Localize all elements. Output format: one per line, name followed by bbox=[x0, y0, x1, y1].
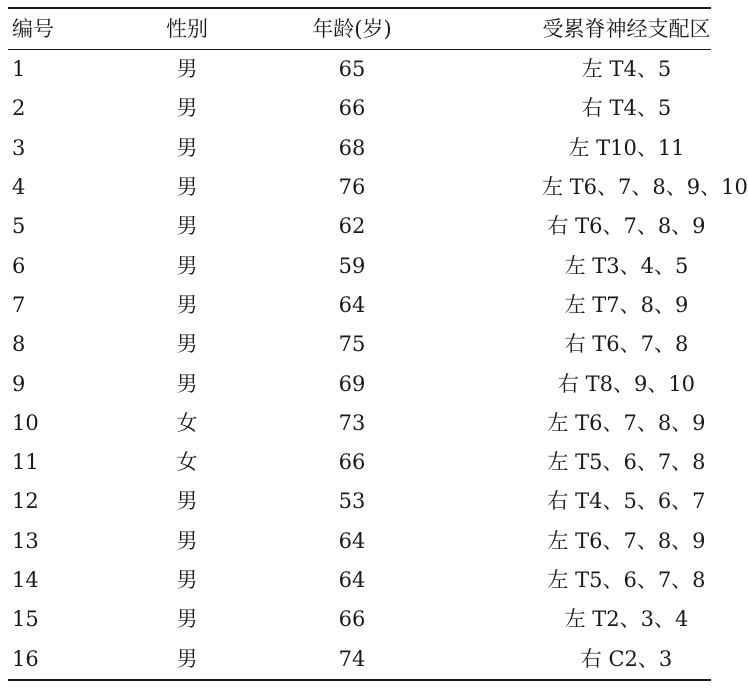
cell-id: 11 bbox=[12, 450, 39, 475]
cell-age: 62 bbox=[338, 214, 366, 239]
cell-dermatome: 左 T10、11 bbox=[568, 135, 685, 160]
cell-dermatome: 左 T5、6、7、8 bbox=[547, 568, 706, 592]
cell-dermatome: 左 T5、6、7、8 bbox=[547, 450, 706, 475]
table-row bbox=[8, 561, 711, 600]
header-row bbox=[8, 9, 711, 49]
table-row bbox=[8, 207, 711, 246]
cell-dermatome: 左 T6、7、8、9 bbox=[547, 410, 706, 435]
table-row bbox=[8, 404, 711, 443]
cell-sex: 男 bbox=[176, 489, 198, 514]
cell-id: 15 bbox=[12, 607, 39, 632]
header-dermatome: 受累脊神经支配区 bbox=[542, 16, 711, 41]
cell-age: 66 bbox=[338, 607, 366, 632]
cell-dermatome: 左 T6、7、8、9、10 bbox=[542, 175, 748, 200]
cell-age: 65 bbox=[338, 57, 366, 82]
cell-age: 64 bbox=[338, 292, 366, 317]
cell-sex: 男 bbox=[176, 175, 198, 200]
cell-sex: 男 bbox=[176, 214, 198, 239]
cell-dermatome: 左 T2、3、4 bbox=[564, 607, 689, 632]
table-row bbox=[8, 129, 711, 168]
cell-sex: 男 bbox=[176, 57, 198, 82]
cell-age: 59 bbox=[338, 253, 366, 278]
patient-table bbox=[8, 9, 711, 49]
cell-id: 12 bbox=[12, 489, 39, 514]
header-sex: 性别 bbox=[166, 16, 208, 41]
cell-dermatome: 右 T4、5 bbox=[581, 96, 672, 121]
cell-sex: 男 bbox=[176, 371, 198, 396]
patient-table-body bbox=[8, 50, 748, 679]
cell-id: 2 bbox=[12, 96, 26, 121]
table-row bbox=[8, 168, 711, 207]
cell-age: 64 bbox=[338, 568, 366, 592]
cell-sex: 男 bbox=[176, 607, 198, 632]
cell-id: 8 bbox=[12, 332, 26, 357]
table-row bbox=[8, 89, 711, 128]
cell-age: 69 bbox=[338, 371, 366, 396]
cell-age: 66 bbox=[338, 96, 366, 121]
cell-age: 75 bbox=[338, 332, 366, 357]
cell-age: 68 bbox=[338, 135, 366, 160]
table-row bbox=[8, 364, 711, 403]
table-row bbox=[8, 246, 711, 285]
cell-sex: 男 bbox=[176, 528, 198, 553]
cell-age: 76 bbox=[338, 175, 366, 200]
cell-id: 3 bbox=[12, 135, 26, 160]
cell-dermatome: 左 T4、5 bbox=[581, 57, 672, 82]
cell-sex: 男 bbox=[176, 292, 198, 317]
cell-dermatome: 右 T6、7、8 bbox=[564, 332, 689, 357]
cell-age: 66 bbox=[338, 450, 366, 475]
table-row bbox=[8, 600, 711, 639]
table-row bbox=[8, 50, 711, 89]
cell-sex: 女 bbox=[176, 450, 198, 475]
cell-dermatome: 右 C2、3 bbox=[580, 646, 673, 671]
cell-sex: 男 bbox=[176, 332, 198, 357]
cell-id: 13 bbox=[12, 528, 39, 553]
patient-table-container bbox=[8, 7, 748, 681]
cell-sex: 男 bbox=[176, 568, 198, 592]
cell-id: 9 bbox=[12, 371, 26, 396]
cell-id: 14 bbox=[12, 568, 39, 592]
cell-id: 10 bbox=[12, 410, 39, 435]
table-body bbox=[8, 50, 748, 679]
table-row bbox=[8, 639, 711, 678]
cell-id: 6 bbox=[12, 253, 26, 278]
table-row bbox=[8, 443, 711, 482]
header-age: 年龄(岁) bbox=[312, 16, 392, 41]
cell-id: 16 bbox=[12, 646, 39, 671]
table-bottom-rule bbox=[8, 679, 711, 681]
cell-id: 4 bbox=[12, 175, 26, 200]
cell-age: 74 bbox=[338, 646, 366, 671]
cell-age: 53 bbox=[338, 489, 366, 514]
cell-dermatome: 右 T8、9、10 bbox=[557, 371, 696, 396]
cell-id: 5 bbox=[12, 214, 26, 239]
cell-dermatome: 右 T6、7、8、9 bbox=[547, 214, 706, 239]
cell-sex: 男 bbox=[176, 253, 198, 278]
cell-dermatome: 左 T6、7、8、9 bbox=[547, 528, 706, 553]
table-header bbox=[8, 9, 711, 49]
table-row bbox=[8, 522, 711, 561]
cell-sex: 男 bbox=[176, 96, 198, 121]
cell-age: 64 bbox=[338, 528, 366, 553]
table-row bbox=[8, 325, 711, 364]
cell-dermatome: 右 T4、5、6、7 bbox=[547, 489, 706, 514]
cell-dermatome: 左 T3、4、5 bbox=[564, 253, 689, 278]
cell-sex: 男 bbox=[176, 135, 198, 160]
cell-sex: 男 bbox=[176, 646, 198, 671]
cell-dermatome: 左 T7、8、9 bbox=[564, 292, 689, 317]
cell-age: 73 bbox=[338, 410, 366, 435]
table-row bbox=[8, 482, 711, 521]
cell-id: 7 bbox=[12, 292, 26, 317]
cell-sex: 女 bbox=[176, 410, 198, 435]
table-row bbox=[8, 286, 711, 325]
cell-id: 1 bbox=[12, 57, 26, 82]
header-id: 编号 bbox=[12, 16, 54, 41]
